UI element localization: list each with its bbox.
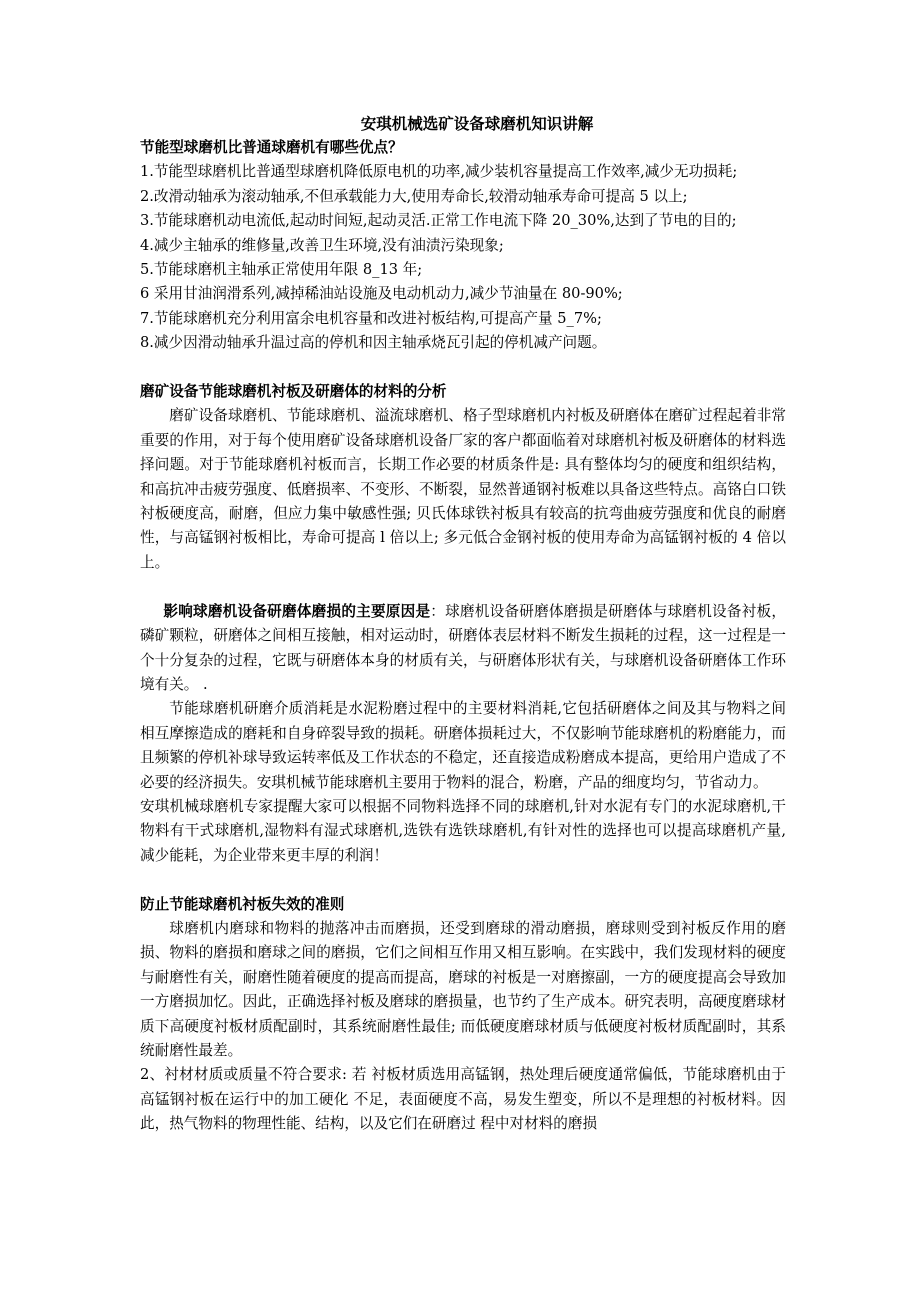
lead-phrase: 影响球磨机设备研磨体磨损的主要原因是: [163, 602, 431, 620]
section-liner-material: [140, 380, 786, 575]
body-paragraph: 磨矿设备球磨机、节能球磨机、溢流球磨机、格子型球磨机内衬板及研磨体在磨矿过程起着非常重要的作用，对于每个使用磨矿设备球磨机设备厂家的客户都面临着对球磨机衬板及研磨体的材料选择问题。对于节能球磨机衬板而言，长期工作必要的材质条件是: 具有整体均匀的硬度和组织结构，和高抗冲击疲劳强度、低磨损率、不变形、不断裂，显然普通钢衬板难以具备这些特点。高铬白口铁衬板硬度高，耐磨，但应力集中敏感性强; 贝氏体球铁衬板具有较高的抗弯曲疲劳强度和优良的耐磨性，与高锰钢衬板相比，寿命可提高 l 倍以上; 多元低合金钢衬板的使用寿命为高锰钢衬板的 4 倍以上。: [140, 407, 786, 571]
lead-text: ：球磨机设备研磨体磨损是研磨体与球磨机设备衬板，磷矿颗粒，研磨体之间相互接触，相对运动时，研磨体表层材料不断发生损耗的过程，这一过程是一个十分复杂的过程，它既与研磨体本身的材质有关，与研磨体形状有关，与球磨机设备研磨体工作环境有关。 .: [140, 602, 786, 693]
body-paragraph: 安琪机械球磨机专家提醒大家可以根据不同物料选择不同的球磨机,针对水泥有专门的水泥球磨机,干物料有干式球磨机,湿物料有湿式球磨机,选铁有选铁球磨机,有针对性的选择也可以提高球磨机产量,减少能耗，为企业带来更丰厚的利润！: [140, 797, 786, 864]
list-item: 6 采用甘油润滑系列,减掉稀油站设施及电动机动力,减少节油量在 80-90%;: [140, 285, 623, 303]
blank-line: [140, 575, 786, 599]
list-item: 8.减少因滑动轴承升温过高的停机和因主轴承烧瓦引起的停机减产问题。: [140, 334, 607, 352]
section-advantages: [140, 136, 786, 356]
section-liner-failure: [140, 893, 786, 1137]
blank-line: [140, 868, 786, 892]
list-item: 1.节能型球磨机比普通型球磨机降低原电机的功率,减少装机容量提高工作效率,减少无功损耗;: [140, 163, 738, 181]
body-paragraph: 2、衬材材质或质量不符合要求: 若 衬板材质选用高锰钢，热处理后硬度通常偏低，节能球磨机由于高锰钢衬板在运行中的加工硬化 不足，表面硬度不高，易发生塑变，所以不是理想的衬板材料。因此，热气物料的物理性能、结构，以及它们在研磨过 程中对材料的磨损: [140, 1066, 786, 1133]
document-title: 安琪机械选矿设备球磨机知识讲解: [360, 114, 594, 133]
section-heading: 节能型球磨机比普通球磨机有哪些优点？: [140, 139, 403, 156]
list-item: 5.节能球磨机主轴承正常使用年限 8_13 年;: [140, 261, 423, 279]
body-paragraph: 球磨机内磨球和物料的抛落冲击而磨损，还受到磨球的滑动磨损，磨球则受到衬板反作用的磨损、物料的磨损和磨球之间的磨损，它们之间相互作用又相互影响。在实践中，我们发现材料的硬度与耐磨性有关，耐磨性随着硬度的提高而提高，磨球的衬板是一对磨擦副，一方的硬度提高会导致加一方磨损加忆。因此，正确选择衬板及磨球的磨损量，也节约了生产成本。研究表明，高硬度磨球材质下高硬度衬板材质配副时，其系统耐磨性最佳; 而低硬度磨球材质与低硬度衬板材质配副时，其系统耐磨性最差。: [140, 919, 786, 1059]
list-item: 2.改滑动轴承为滚动轴承,不但承载能力大,使用寿命长,较滑动轴承寿命可提高 5 以上;: [140, 187, 688, 205]
body-paragraph: 节能球磨机研磨介质消耗是水泥粉磨过程中的主要材料消耗,它包括研磨体之间及其与物料之间相互摩擦造成的磨耗和自身碎裂导致的损耗。研磨体损耗过大，不仅影响节能球磨机的粉磨能力，而且频繁的停机补球导致运转率低及工作状态的不稳定，还直接造成粉磨成本提高，更给用户造成了不必要的经济损失。安琪机械节能球磨机主要用于物料的混合，粉磨，产品的细度均匀，节省动力。: [140, 700, 786, 791]
body-paragraph: [140, 600, 786, 698]
list-item: 3.节能球磨机动电流低,起动时间短,起动灵活.正常工作电流下降 20_30%,达到了节电的目的;: [140, 212, 737, 230]
section-heading: 磨矿设备节能球磨机衬板及研磨体的材料的分析: [140, 383, 447, 401]
section-wear-causes: [140, 600, 786, 868]
list-item: 7.节能球磨机充分利用富余电机容量和改进衬板结构,可提高产量 5_7%;: [140, 309, 602, 327]
document-page: [140, 112, 786, 1137]
list-item: 4.减少主轴承的维修量,改善卫生环境,没有油渍污染现象;: [140, 236, 504, 254]
blank-line: [140, 356, 786, 380]
section-heading: 防止节能球磨机衬板失效的准则: [140, 895, 345, 913]
